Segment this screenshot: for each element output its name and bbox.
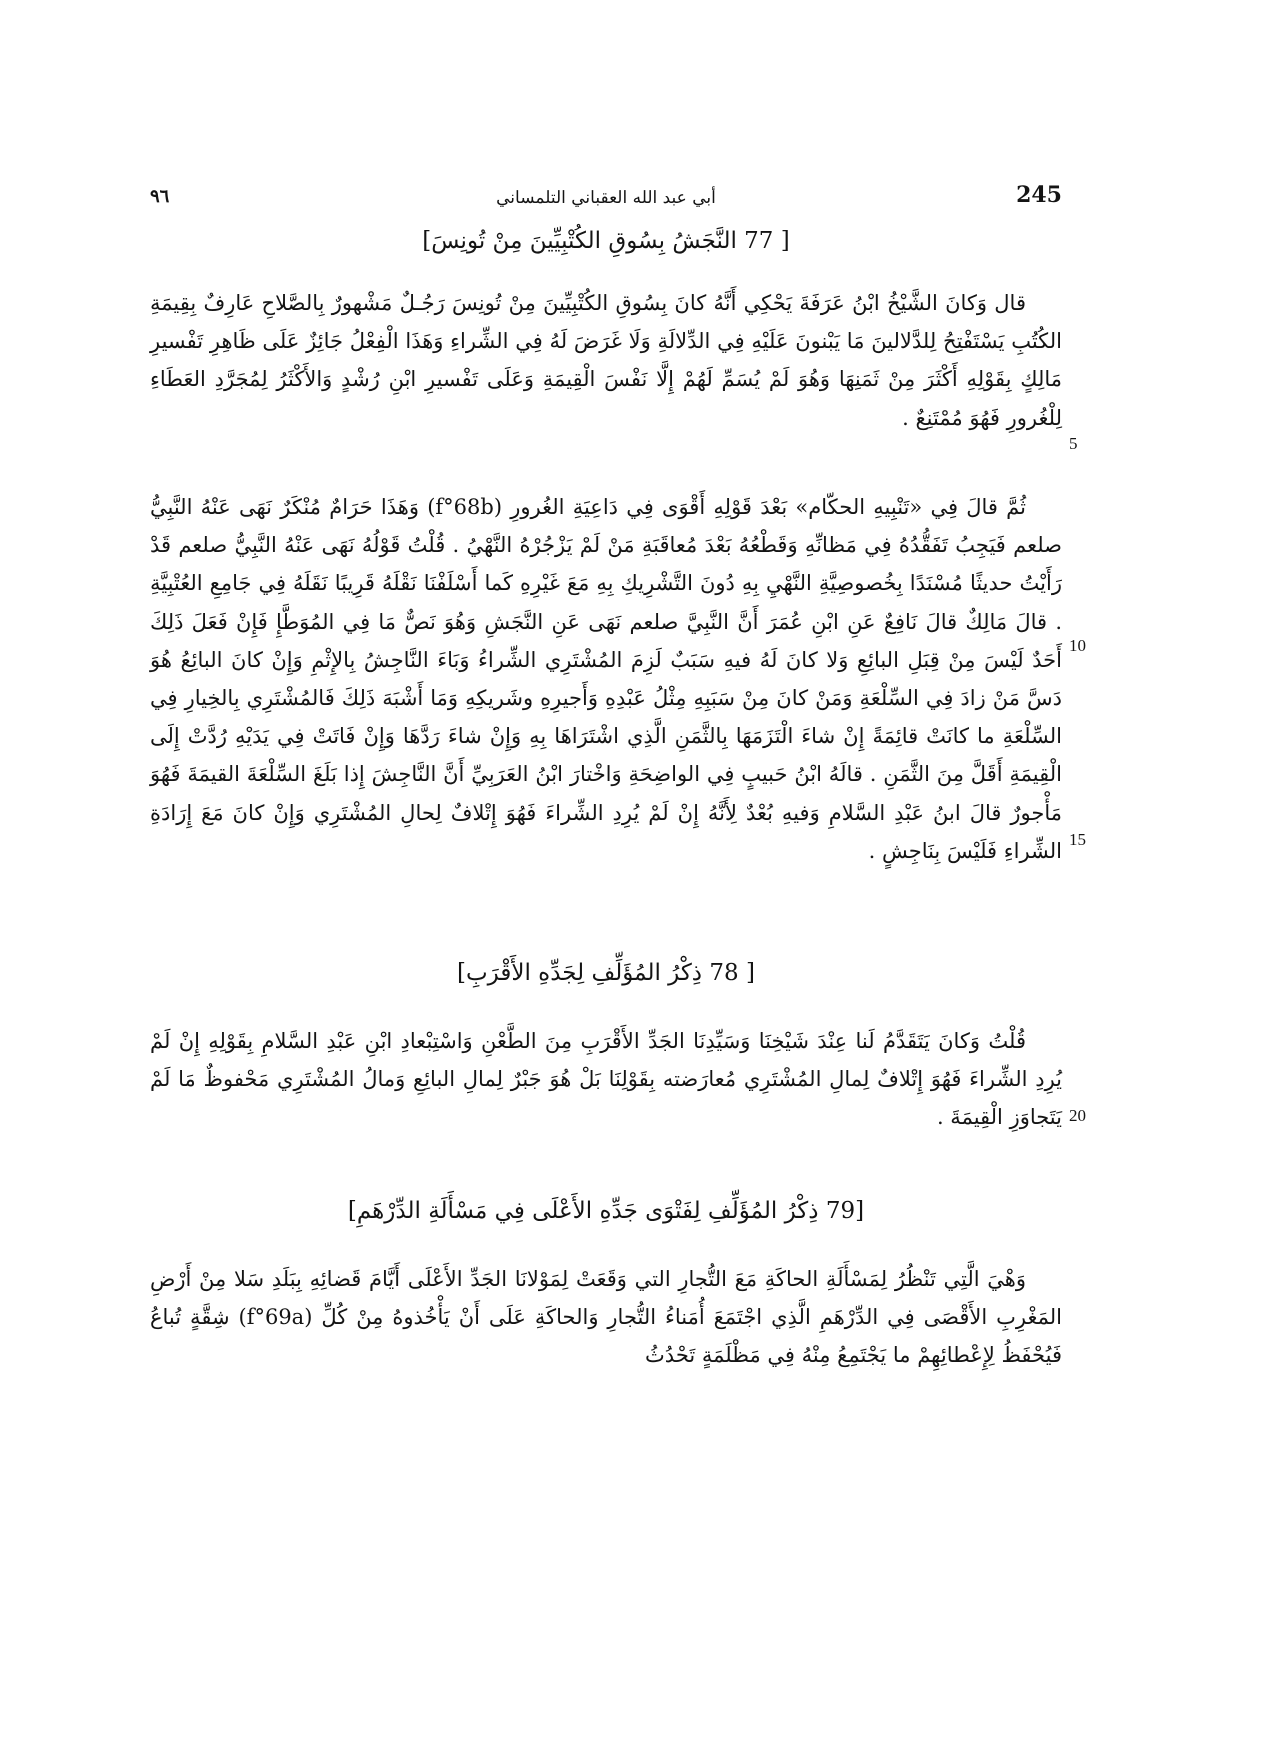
section-title-78: [ 78 ذِكْرُ المُؤَلِّفِ لِجَدِّهِ الأَقْرَبِ] xyxy=(457,960,755,986)
paragraph-text: وَهْيَ الَّتِي تَنْظُرُ لِمَسْأَلَةِ الحاكَةِ مَعَ التُّجارِ التي وَقَعَتْ لِمَوْلانَا الجَدِّ الأَعْلَى أَيَّامَ قَضائِهِ بِبَلَدِ سَلا مِنْ أَرْضِ المَغْرِبِ الأَقْصَى فِي الدِّرْهَمِ الَّذِي اجْتَمَعَ أُمَناءُ التُّجارِ وَالحاكَةِ عَلَى أَنْ يَأْخُذوهُ مِنْ كُلِّ (f°69a) شِقَّةٍ تُباعُ فَيُحْفَظُ لِإِعْطائِهِمْ ما يَجْتَمِعُ مِنْهُ فِي مَظْلَمَةٍ تَحْدُثُ xyxy=(150,1267,1062,1368)
section-78-paragraph-1 xyxy=(150,1022,1062,1137)
page-number-arabic: ٩٦ xyxy=(150,186,170,207)
line-number-10: 10 xyxy=(1069,636,1086,655)
page-header xyxy=(150,182,1062,216)
line-number-15: 15 xyxy=(1069,830,1086,849)
section-title-79: [79 ذِكْرُ المُؤَلِّفِ لِفَتْوَى جَدِّهِ الأَعْلَى فِي مَسْأَلَةِ الدِّرْهَمِ] xyxy=(347,1198,865,1224)
section-79-paragraph-1 xyxy=(150,1260,1062,1375)
paragraph-text: ثُمَّ قالَ فِي «تَنْبِيهِ الحكّام» بَعْدَ قَوْلِهِ أَقْوَى فِي دَاعِيَةِ الغُرورِ (f°68b) وَهَذَا حَرَامٌ مُنْكَرٌ نَهَى عَنْهُ النَّبِيُّ صلعم فَيَجِبُ تَفَقُّدُهُ فِي مَظانِّهِ وَقَطْعُهُ بَعْدَ مُعاقَبَةِ مَنْ لَمْ يَزْجُرْهُ النَّهْيُ . قُلْتُ قَوْلُهُ نَهَى عَنْهُ النَّبِيُّ صلعم قَدْ رَأَيْتُ حديثًا مُسْنَدًا بِخُصوصِيَّةِ النَّهْيِ بِهِ دُونَ التَّشْرِيكِ بِهِ مَعَ غَيْرِهِ كَما أَسْلَفْنَا نَقْلَهُ قَرِيبًا نَقَلَهُ فِي جَامِعِ العُتْبِيَّةِ . قالَ مَالِكٌ قالَ نَافِعٌ عَنِ ابْنِ عُمَرَ أَنَّ النَّبِيَّ صلعم نَهَى عَنِ النَّجَشِ وَهُوَ نَصٌّ مَا فِي المُوَطَّإِ فَإِنْ فَعَلَ ذَلِكَ أَحَدٌ لَيْسَ مِنْ قِبَلِ البائِعِ وَلا كانَ لَهُ فيهِ سَبَبٌ لَزِمَ المُشْتَرِي الشِّراءُ وَبَاءَ النَّاجِشُ بِالإِثْمِ وَإِنْ كانَ البائِعُ هُوَ دَسَّ مَنْ زادَ فِي السِّلْعَةِ وَمَنْ كانَ مِنْ سَبَبِهِ مِثْلُ عَبْدِهِ وَأَجيرِهِ وشَريكِهِ وَمَا أَشْبَهَ ذَلِكَ فَالمُشْتَرِي بِالخِيارِ فِي السِّلْعَةِ ما كانَتْ قائِمَةً إِنْ شاءَ الْتَزَمَهَا بِالثَّمَنِ الَّذِي اشْتَرَاهَا بِهِ وَإِنْ شاءَ رَدَّهَا وَإِنْ فَاتَتْ فِي يَدَيْهِ رُدَّتْ إِلَى الْقِيمَةِ أَقَلَّ مِنَ الثَّمَنِ . قالَهُ ابْنُ حَبيبٍ فِي الواضِحَةِ وَاخْتارَ ابْنُ العَرَبِيِّ أَنَّ النَّاجِشَ إِذا بَلَغَ السِّلْعَةَ القيمَةَ فَهُوَ مَأْجورٌ قالَ ابنُ عَبْدِ السَّلامِ وَفيهِ بُعْدٌ لِأَنَّهُ إِنْ لَمْ يُرِدِ الشِّراءَ فَهُوَ إِتْلافٌ لِحالِ المُشْتَرِي وَإِنْ كانَ مَعَ إِرَادَةِ الشِّراءِ فَلَيْسَ بِنَاجِشٍ . xyxy=(150,495,1062,863)
line-number-5: 5 xyxy=(1069,434,1078,453)
paragraph-text: قُلْتُ وَكانَ يَتَقَدَّمُ لَنا عِنْدَ شَيْخِنَا وَسَيِّدِنَا الجَدِّ الأَقْرَبِ مِنَ الطَّعْنِ وَاسْتِبْعادِ ابْنِ عَبْدِ السَّلامِ بِقَوْلِهِ إِنْ لَمْ يُرِدِ الشِّراءَ فَهُوَ إِتْلافٌ لِمالِ المُشْتَرِي مُعارَضته بِقَوْلِنَا بَلْ هُوَ جَبْرٌ لِمالِ البائِعِ وَمالُ المُشْتَرِي مَحْفوظٌ مَا لَمْ يَتَجاوَزِ الْقِيمَةَ . xyxy=(150,1029,1062,1130)
page-number: 245 xyxy=(1016,182,1062,208)
section-title-77: [ 77 النَّجَشُ بِسُوقِ الكُتْبِيِّينَ مِنْ تُونِسَ] xyxy=(422,228,790,254)
running-title: أبي عبد الله العقباني التلمساني xyxy=(496,188,716,208)
line-number-20: 20 xyxy=(1069,1106,1086,1125)
section-77-paragraph-1 xyxy=(150,284,1062,437)
paragraph-text: قال وَكانَ الشَّيْخُ ابْنُ عَرَفَةَ يَحْكِي أَنَّهُ كانَ بِسُوقِ الكُتْبِيِّينَ مِنْ تُونِسَ رَجُـلٌ مَشْهورٌ بِالصَّلاحِ عَارِفٌ بِقِيمَةِ الكُتُبِ يَسْتَفْتِحُ لِلدَّلالينَ مَا يَبْنونَ عَلَيْهِ فِي الدِّلالَةِ وَلَا غَرَضَ لَهُ فِي الشِّراءِ وَهَذَا الْفِعْلُ جَائِزٌ عَلَى ظَاهِرِ تَفْسيرِ مَالِكٍ بِقَوْلِهِ أَكْثَرَ مِنْ ثَمَنِهَا وَهُوَ لَمْ يُسَمِّ لَهُمْ إِلَّا نَفْسَ الْقِيمَةِ وَعَلَى تَفْسيرِ ابْنِ رُشْدٍ وَالأَكْثَرُ لِمُجَرَّدِ العَطَاءِ لِلْغُرورِ فَهُوَ مُمْتَنِعٌ . xyxy=(150,291,1062,430)
section-77-paragraph-2 xyxy=(150,488,1062,870)
